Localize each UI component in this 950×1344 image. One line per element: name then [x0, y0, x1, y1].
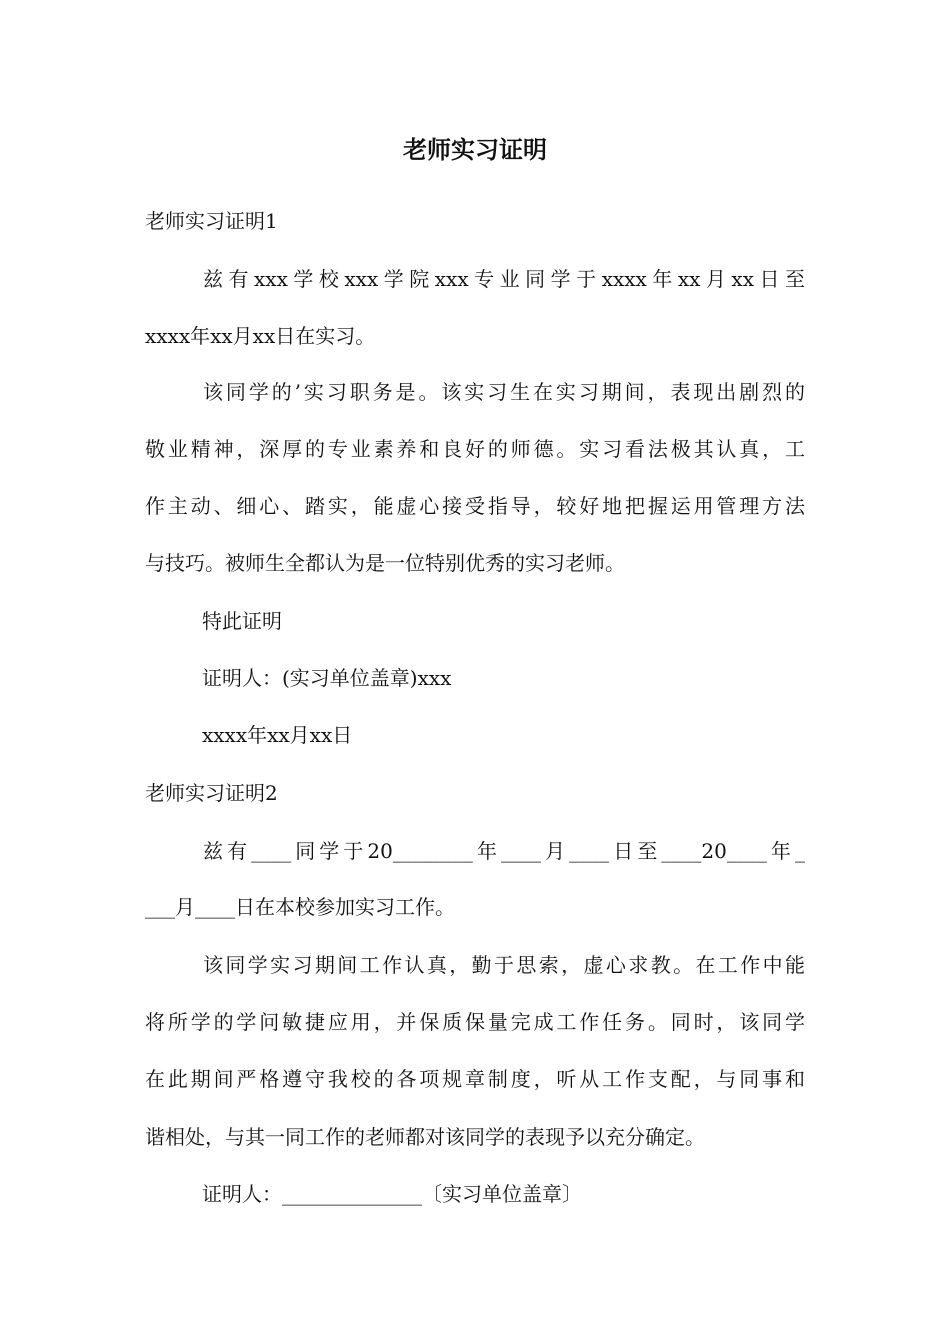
s1-paragraph1-line1: 兹有xxx学校xxx学院xxx专业同学于xxxx年xx月xx日至: [203, 267, 805, 291]
s2-paragraph1-line2: ___月____日在本校参加实习工作。: [145, 895, 455, 919]
s1-paragraph2-line4: 与技巧。被师生全都认为是一位特别优秀的实习老师。: [145, 551, 625, 575]
s1-closing: 特此证明: [202, 609, 282, 633]
s2-paragraph2-line3: 在此期间严格遵守我校的各项规章制度，听从工作支配，与同事和: [145, 1067, 805, 1091]
s1-paragraph2-line1: 该同学的’实习职务是。该实习生在实习期间，表现出剧烈的: [203, 380, 805, 404]
s1-paragraph2-line3: 作主动、细心、踏实，能虚心接受指导，较好地把握运用管理方法: [145, 494, 805, 518]
s2-paragraph1-line1: 兹有____同学于20________年____月____日至____20____年_: [203, 839, 805, 863]
document-title: 老师实习证明: [403, 135, 547, 164]
s2-paragraph2-line1: 该同学实习期间工作认真，勤于思索，虚心求教。在工作中能: [203, 953, 805, 977]
s2-paragraph2-line2: 将所学的学问敏捷应用，并保质保量完成工作任务。同时，该同学: [145, 1010, 805, 1034]
s1-paragraph2-line2: 敬业精神，深厚的专业素养和良好的师德。实习看法极其认真，工: [145, 437, 805, 461]
s2-certifier: 证明人：______________〔实习单位盖章〕: [202, 1182, 582, 1206]
section-heading-2: 老师实习证明2: [145, 781, 278, 805]
s1-date: xxxx年xx月xx日: [202, 723, 353, 747]
s1-certifier: 证明人：(实习单位盖章)xxx: [202, 666, 452, 690]
s2-paragraph2-line4: 谐相处，与其一同工作的老师都对该同学的表现予以充分确定。: [145, 1125, 705, 1149]
s1-paragraph1-line2: xxxx年xx月xx日在实习。: [145, 324, 376, 348]
section-heading-1: 老师实习证明1: [145, 209, 278, 233]
